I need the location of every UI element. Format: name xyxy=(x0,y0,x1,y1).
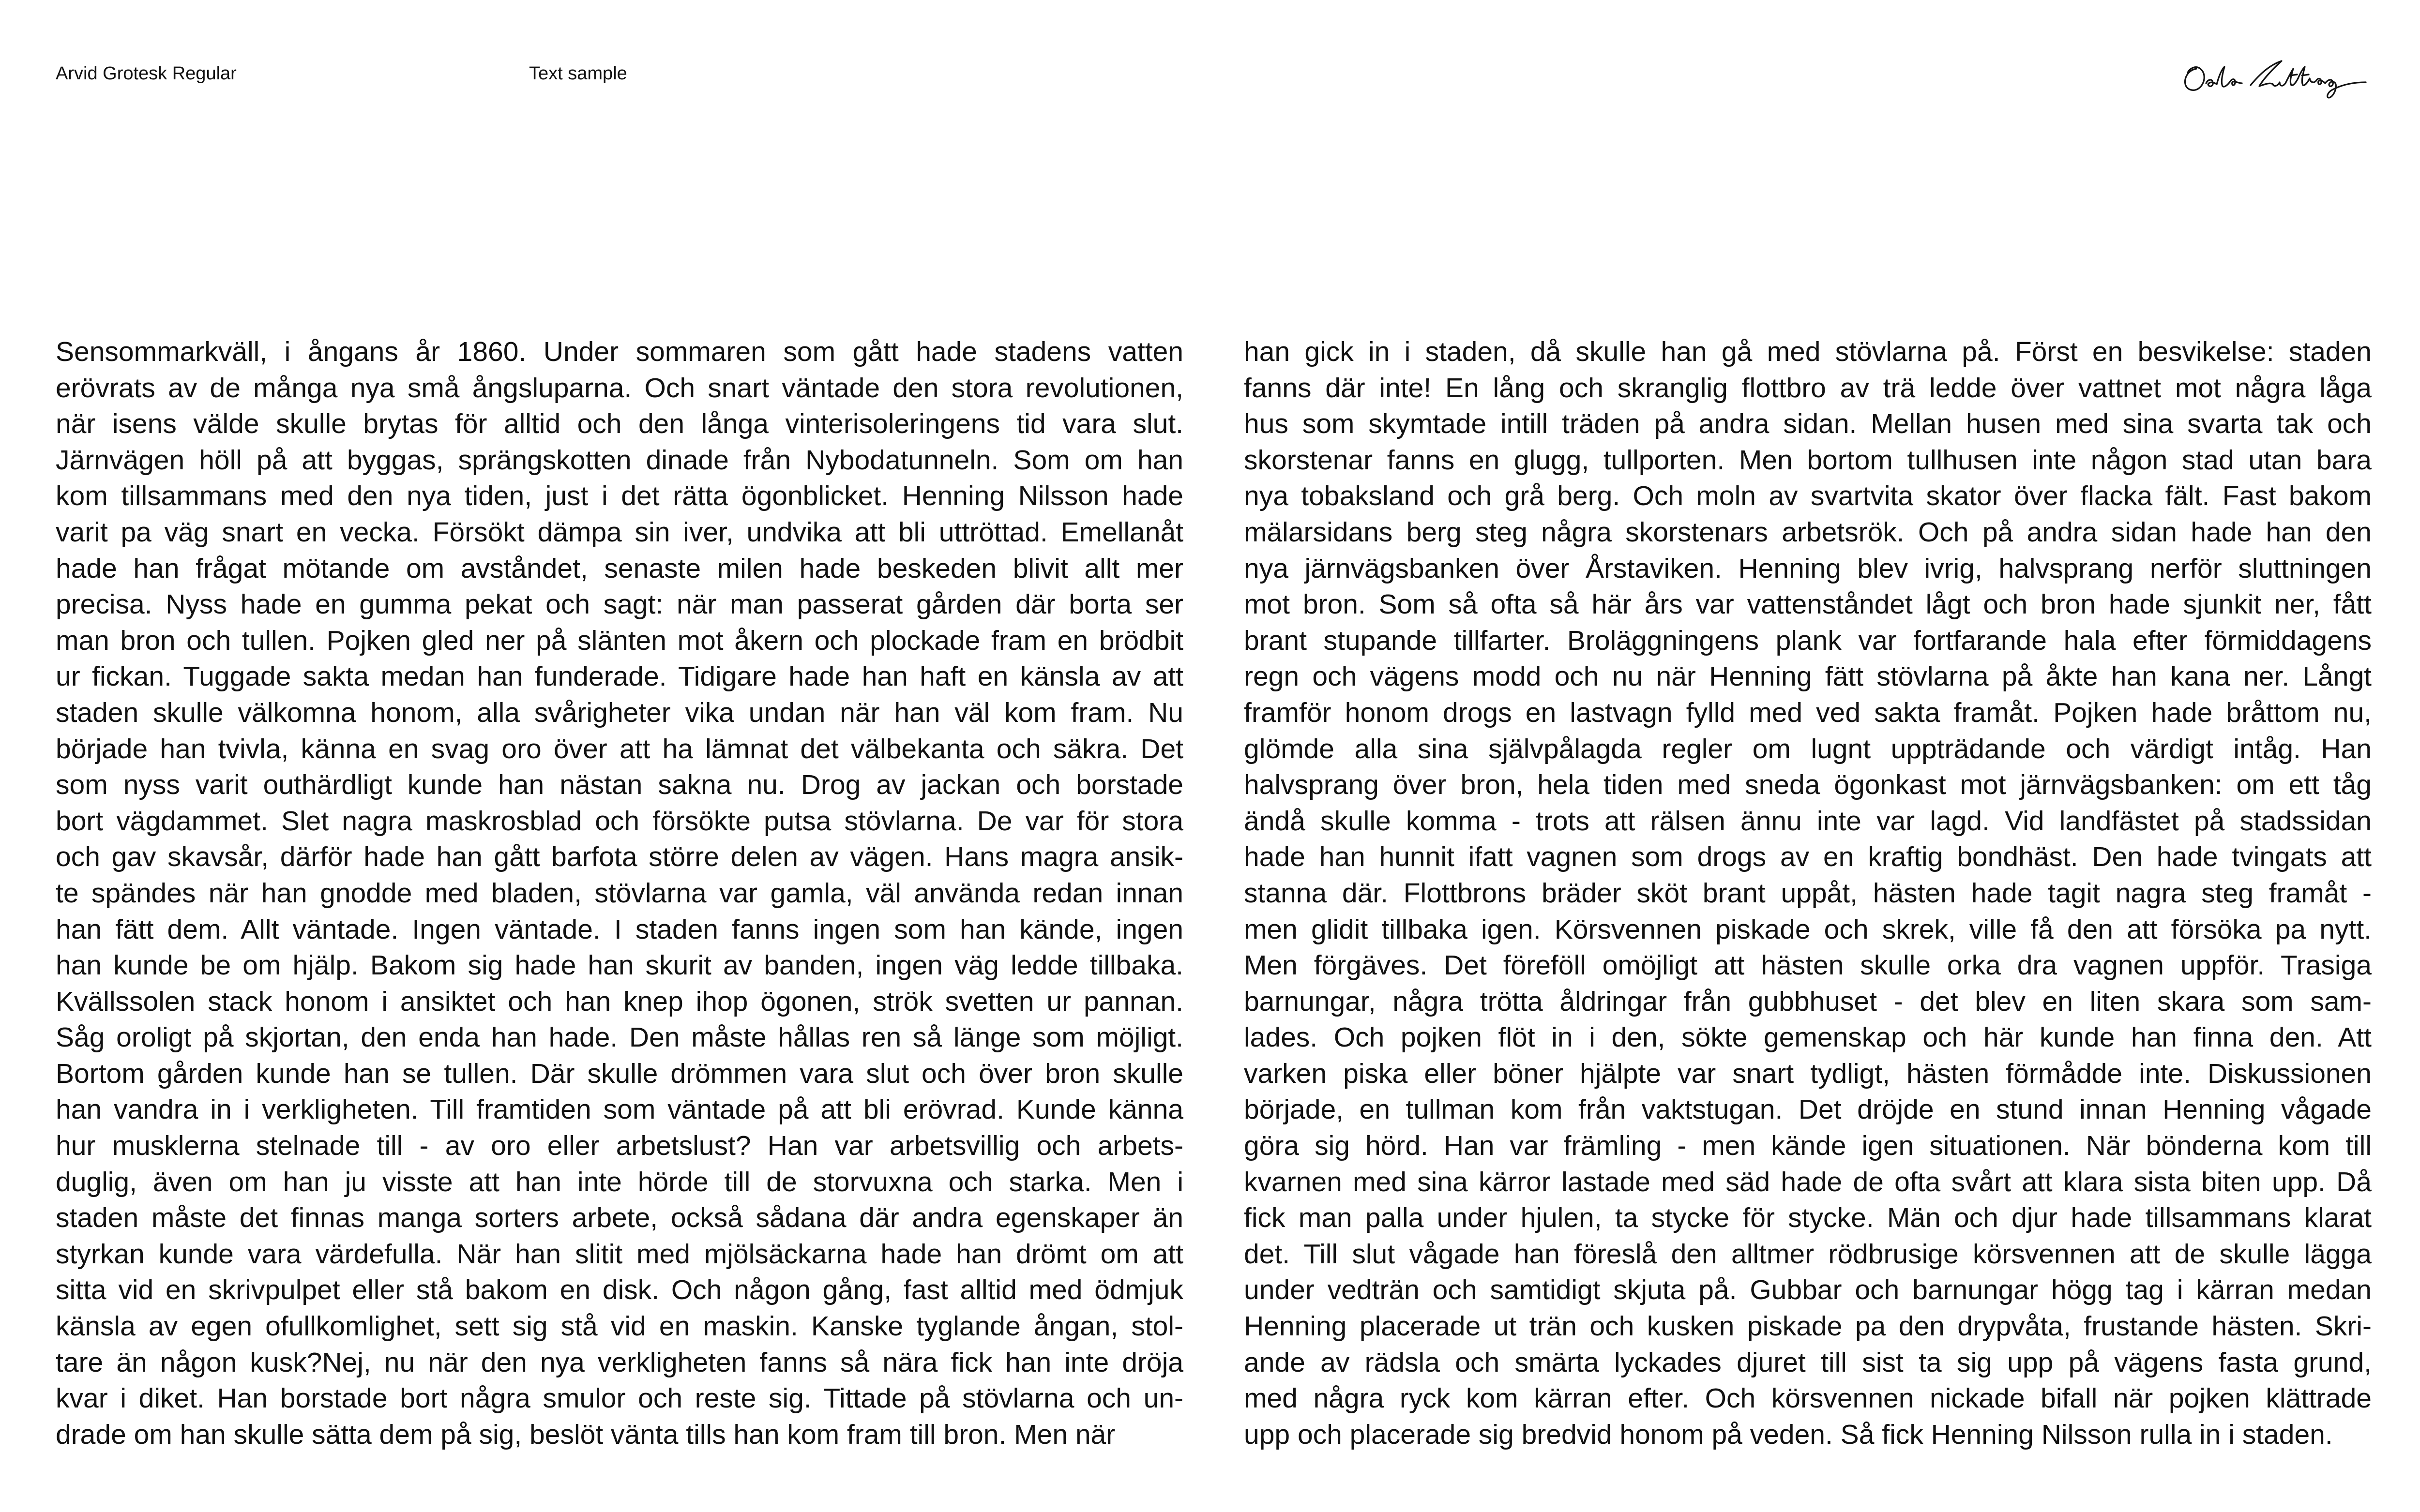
text-line: tare än någon kusk?Nej, nu när den nya verkligheten fanns så nära fick han inte dröja xyxy=(56,1347,1183,1378)
text-line: Järnvägen höll på att byggas, sprängskotten dinade från Nybodatunneln. Som om han xyxy=(56,444,1183,476)
text-column-left xyxy=(56,334,1183,1452)
text-line: Kvällssolen stack honom i ansiktet och han knep ihop ögonen, strök svetten ur pannan. xyxy=(56,986,1183,1017)
text-line: Men förgäves. Det föreföll omöjligt att hästen skulle orka dra vagnen uppför. Trasiga xyxy=(1244,950,2372,981)
text-line: halvsprang över bron, hela tiden med sneda ögonkast mot järnvägsbanken: om ett tåg xyxy=(1244,769,2372,801)
text-line: upp och placerade sig bredvid honom på veden. Så fick Henning Nilsson rulla in i staden. xyxy=(1244,1419,2333,1450)
text-line: te spändes när han gnodde med bladen, stövlarna var gamla, väl använda redan innan xyxy=(56,877,1183,909)
text-line: ändå skulle komma - trots att rälsen ännu inte var lagd. Vid landfästet på stadssidan xyxy=(1244,805,2372,837)
text-line: kvar i diket. Han borstade bort några smulor och reste sig. Tittade på stövlarna och un- xyxy=(56,1383,1183,1414)
text-line: regn och vägens modd och nu när Henning fätt stövlarna på åkte han kana ner. Långt xyxy=(1244,661,2372,692)
text-line: nya tobaksland och grå berg. Och moln av svartvita skator över flacka fält. Fast bakom xyxy=(1244,480,2372,512)
text-line: hade han frågat mötande om avståndet, senaste milen hade beskeden blivit allt mer xyxy=(56,553,1183,584)
text-line: ande av rädsla och smärta lyckades djuret till sist ta sig upp på vägens fasta grund, xyxy=(1244,1347,2372,1378)
text-line: men glidit tillbaka igen. Körsvennen piskade och skrek, ville få den att försöka pa nytt. xyxy=(1244,913,2372,945)
text-line: han gick in i staden, då skulle han gå med stövlarna på. Först en besvikelse: staden xyxy=(1244,336,2372,367)
text-line: Såg oroligt på skjortan, den enda han hade. Den måste hållas ren så länge som möjligt. xyxy=(56,1022,1183,1053)
text-line: staden skulle välkomna honom, alla svårigheter vika undan när han väl kom fram. Nu xyxy=(56,697,1183,728)
text-line: han fätt dem. Allt väntade. Ingen väntade. I staden fanns ingen som han kände, ingen xyxy=(56,913,1183,945)
text-line: känsla av egen ofullkomlighet, sett sig stå vid en maskin. Kanske tyglande ångan, stol- xyxy=(56,1311,1183,1342)
text-line: kom tillsammans med den nya tiden, just i det rätta ögonblicket. Henning Nilsson hade xyxy=(56,480,1183,512)
text-line: mälarsidans berg steg några skorstenars arbetsrök. Och på andra sidan hade han den xyxy=(1244,516,2372,548)
text-line: skorstenar fanns en glugg, tullporten. Men bortom tullhusen inte någon stad utan bara xyxy=(1244,444,2372,476)
text-line: nya järnvägsbanken över Årstaviken. Henning blev ivrig, halvsprang nerför sluttningen xyxy=(1244,553,2372,584)
text-line: brant stupande tillfarter. Broläggningens plank var fortfarande hala efter förmiddagens xyxy=(1244,625,2372,656)
text-line: styrkan kunde vara värdefulla. När han slitit med mjölsäckarna hade han drömt om att xyxy=(56,1238,1183,1270)
signature-logo-icon xyxy=(2178,54,2372,103)
text-line: hus som skymtade intill träden på andra sidan. Mellan husen med sina svarta tak och xyxy=(1244,408,2372,440)
text-line: fanns där inte! En lång och skranglig flottbro av trä ledde över vattnet mot några låga xyxy=(1244,372,2372,404)
text-line: Sensommarkväll, i ångans år 1860. Under sommaren som gått hade stadens vatten xyxy=(56,336,1183,367)
text-line: drade om han skulle sätta dem på sig, beslöt vänta tills han kom fram till bron. Men när xyxy=(56,1419,1116,1450)
text-line: som nyss varit outhärdligt kunde han nästan sakna nu. Drog av jackan och borstade xyxy=(56,769,1183,801)
text-line: hade han hunnit ifatt vagnen som drogs av en kraftig bondhäst. Den hade tvingats att xyxy=(1244,841,2372,873)
text-line: kvarnen med sina kärror lastade med säd hade de ofta svårt att klara sista biten upp. Då xyxy=(1244,1166,2372,1198)
text-line: Henning placerade ut trän och kusken piskade pa den drypvåta, frustande hästen. Skri- xyxy=(1244,1311,2372,1342)
text-line: framför honom drogs en lastvagn fylld med ved sakta framåt. Pojken hade bråttom nu, xyxy=(1244,697,2372,728)
text-line: varit pa väg snart en vecka. Försökt dämpa sin iver, undvika att bli uttröttad. Emellanåt xyxy=(56,516,1183,548)
text-line: erövrats av de många nya små ångsluparna. Och snart väntade den stora revolutionen, xyxy=(56,372,1183,404)
text-line: barnungar, några trötta åldringar från gubbhuset - det blev en liten skara som sam- xyxy=(1244,986,2372,1017)
text-line: Bortom gården kunde han se tullen. Där skulle drömmen vara slut och över bron skulle xyxy=(56,1058,1183,1089)
text-line: staden måste det finnas manga sorters arbete, också sådana där andra egenskaper än xyxy=(56,1202,1183,1234)
text-line: mot bron. Som så ofta så här års var vattenståndet lågt och bron hade sjunkit ner, fått xyxy=(1244,589,2372,620)
text-line: han kunde be om hjälp. Bakom sig hade han skurit av banden, ingen väg ledde tillbaka. xyxy=(56,950,1183,981)
text-line: började han tvivla, känna en svag oro över att ha lämnat det välbekanta och säkra. Det xyxy=(56,733,1183,764)
text-line: under vedträn och samtidigt skjuta på. Gubbar och barnungar högg tag i kärran medan xyxy=(1244,1274,2372,1306)
text-line: lades. Och pojken flöt in i den, sökte gemenskap och här kunde han finna den. Att xyxy=(1244,1022,2372,1053)
text-line: och gav skavsår, därför hade han gått barfota större delen av vägen. Hans magra ansik- xyxy=(56,841,1183,873)
text-line: stanna där. Flottbrons bräder sköt brant uppåt, hästen hade tagit nagra steg framåt - xyxy=(1244,877,2372,909)
text-line: det. Till slut vågade han föreslå den alltmer rödbrusige körsvennen att de skulle lägga xyxy=(1244,1238,2372,1270)
text-line: när isens välde skulle brytas för alltid och den långa vinterisoleringens tid vara slut. xyxy=(56,408,1183,440)
text-line: sitta vid en skrivpulpet eller stå bakom en disk. Och någon gång, fast alltid med ödmjuk xyxy=(56,1274,1183,1306)
text-line: ur fickan. Tuggade sakta medan han funderade. Tidigare hade han haft en känsla av att xyxy=(56,661,1183,692)
text-sample-label: Text sample xyxy=(529,63,627,84)
text-line: bort vägdammet. Slet nagra maskrosblad och försökte putsa stövlarna. De var för stora xyxy=(56,805,1183,837)
text-line: varken piska eller böner hjälpte var snart tydligt, hästen förmådde inte. Diskussionen xyxy=(1244,1058,2372,1089)
text-line: han vandra in i verkligheten. Till framtiden som väntade på att bli erövrad. Kunde känna xyxy=(56,1094,1183,1125)
text-line: fick man palla under hjulen, ta stycke för stycke. Män och djur hade tillsammans klarat xyxy=(1244,1202,2372,1234)
text-column-right xyxy=(1244,334,2372,1452)
text-line: hur musklerna stelnade till - av oro eller arbetslust? Han var arbetsvillig och arbets- xyxy=(56,1130,1183,1162)
text-line: precisa. Nyss hade en gumma pekat och sagt: när man passerat gården där borta ser xyxy=(56,589,1183,620)
text-line: göra sig hörd. Han var främling - men kände igen situationen. När bönderna kom till xyxy=(1244,1130,2372,1162)
text-line: duglig, även om han ju visste att han inte hörde till de storvuxna och starka. Men i xyxy=(56,1166,1183,1198)
text-line: man bron och tullen. Pojken gled ner på slänten mot åkern och plockade fram en brödbit xyxy=(56,625,1183,656)
text-line: började, en tullman kom från vaktstugan. Det dröjde en stund innan Henning vågade xyxy=(1244,1094,2372,1125)
font-name-label: Arvid Grotesk Regular xyxy=(56,63,237,84)
text-line: med några ryck kom kärran efter. Och körsvennen nickade bifall när pojken klättrade xyxy=(1244,1383,2372,1414)
text-line: glömde alla sina självpålagda regler om lugnt uppträdande och värdigt intåg. Han xyxy=(1244,733,2372,764)
